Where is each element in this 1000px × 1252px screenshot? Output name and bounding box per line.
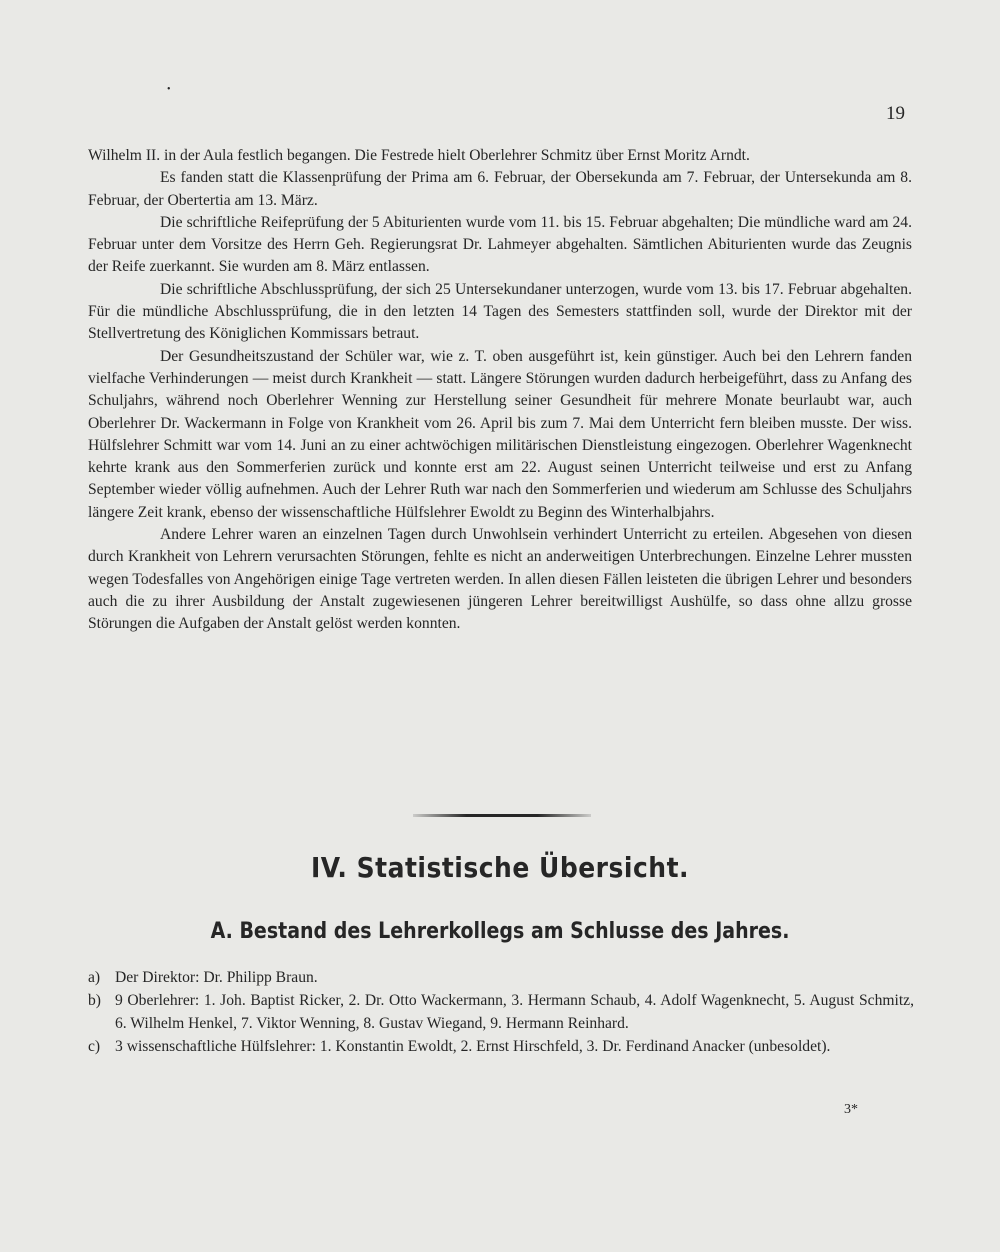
divider-rule [413,814,591,817]
staff-list [88,966,914,1058]
list-text: 3 wissenschaftliche Hülfslehrer: 1. Konstantin Ewoldt, 2. Ernst Hirschfeld, 3. Dr. Ferdinand Anacker (unbesoldet). [115,1038,831,1055]
section-heading: IV. Statistische Übersicht. [310,851,690,884]
list-text: 9 Oberlehrer: 1. Joh. Baptist Ricker, 2. Dr. Otto Wackermann, 3. Hermann Schaub, 4. Adolf Wagenknecht, 5. August Schmitz, 6. Wilhelm Henkel, 7. Viktor Wenning, 8. Gustav Wiegand, 9. Hermann Reinhard. [115,992,914,1032]
body-text [88,145,912,636]
list-text: Der Direktor: Dr. Philipp Braun. [115,969,318,986]
ink-speck: • [167,84,171,95]
page-number: 19 [886,103,905,124]
list-item [88,966,914,989]
paragraph: Der Gesundheitszustand der Schüler war, wie z. T. oben ausgeführt ist, kein günstiger. Auch bei den Lehrern fanden vielfache Verhinderungen — meist durch Krankheit — statt. Längere Störungen wurden dadurch herbeigeführt, dass zu Anfang des Schuljahrs, während noch Oberlehrer Wenning zur Herstellung seiner Gesundheit für mehrere Monate beurlaubt war, auch Oberlehrer Dr. Wackermann in Folge von Krankheit vom 26. April bis zum 7. Mai dem Unterricht fern bleiben musste. Der wiss. Hülfslehrer Schmitt war vom 14. Juni an zu einer achtwöchigen militärischen Dienstleistung eingezogen. Oberlehrer Wagenknecht kehrte krank aus den Sommerferien zurück und konnte erst am 22. August seinen Unterricht teilweise und erst zu Anfang September wieder völlig aufnehmen. Auch der Lehrer Ruth war nach den Sommerferien und wiederum am Schlusse des Schuljahrs längere Zeit krank, ebenso der wissenschaftliche Hülfslehrer Ewoldt zu Beginn des Winterhalbjahrs. [88,347,912,521]
list-item [88,1035,914,1058]
paragraph: Die schriftliche Reifeprüfung der 5 Abiturienten wurde vom 11. bis 15. Februar abgehalten; Die mündliche ward am 24. Februar unter dem Vorsitze des Herrn Geh. Regierungsrat Dr. Lahmeyer abgehalten. Sämtlichen Abiturienten wurde das Zeugnis der Reife zuerkannt. Sie wurden am 8. März entlassen. [88,213,912,276]
list-marker: c) [88,1038,101,1055]
paragraph: Es fanden statt die Klassenprüfung der Prima am 6. Februar, der Obersekunda am 7. Februar, der Untersekunda am 8. Februar, der Obertertia am 13. März. [88,169,912,209]
subsection-heading: A. Bestand des Lehrerkollegs am Schlusse des Jahres. [210,918,790,944]
signature-mark: 3* [844,1102,858,1117]
list-item [88,989,914,1035]
list-marker: a) [88,969,101,986]
list-marker: b) [88,992,101,1009]
paragraph: Wilhelm II. in der Aula festlich begangen. Die Festrede hielt Oberlehrer Schmitz über Ernst Moritz Arndt. [88,147,750,164]
paragraph: Die schriftliche Abschlussprüfung, der sich 25 Untersekundaner unterzogen, wurde vom 13. bis 17. Februar abgehalten. Für die mündliche Abschlussprüfung, die in den letzten 14 Tagen des Semesters stattfinden soll, wurde der Direktor mit der Stellvertretung des Königlichen Kommissars betraut. [88,280,912,343]
paragraph: Andere Lehrer waren an einzelnen Tagen durch Unwohlsein verhindert Unterricht zu erteilen. Abgesehen von diesen durch Krankheit von Lehrern verursachten Störungen, fehlte es nicht an anderweitigen Unterbrechungen. Einzelne Lehrer mussten wegen Todesfalles von Angehörigen einige Tage vertreten werden. In allen diesen Fällen leisteten die übrigen Lehrer und besonders auch die zu ihrer Ausbildung der Anstalt zugewiesenen jüngeren Lehrer bereitwilligst Aushülfe, so dass ohne allzu grosse Störungen die Aufgaben der Anstalt gelöst werden konnten. [88,526,912,633]
